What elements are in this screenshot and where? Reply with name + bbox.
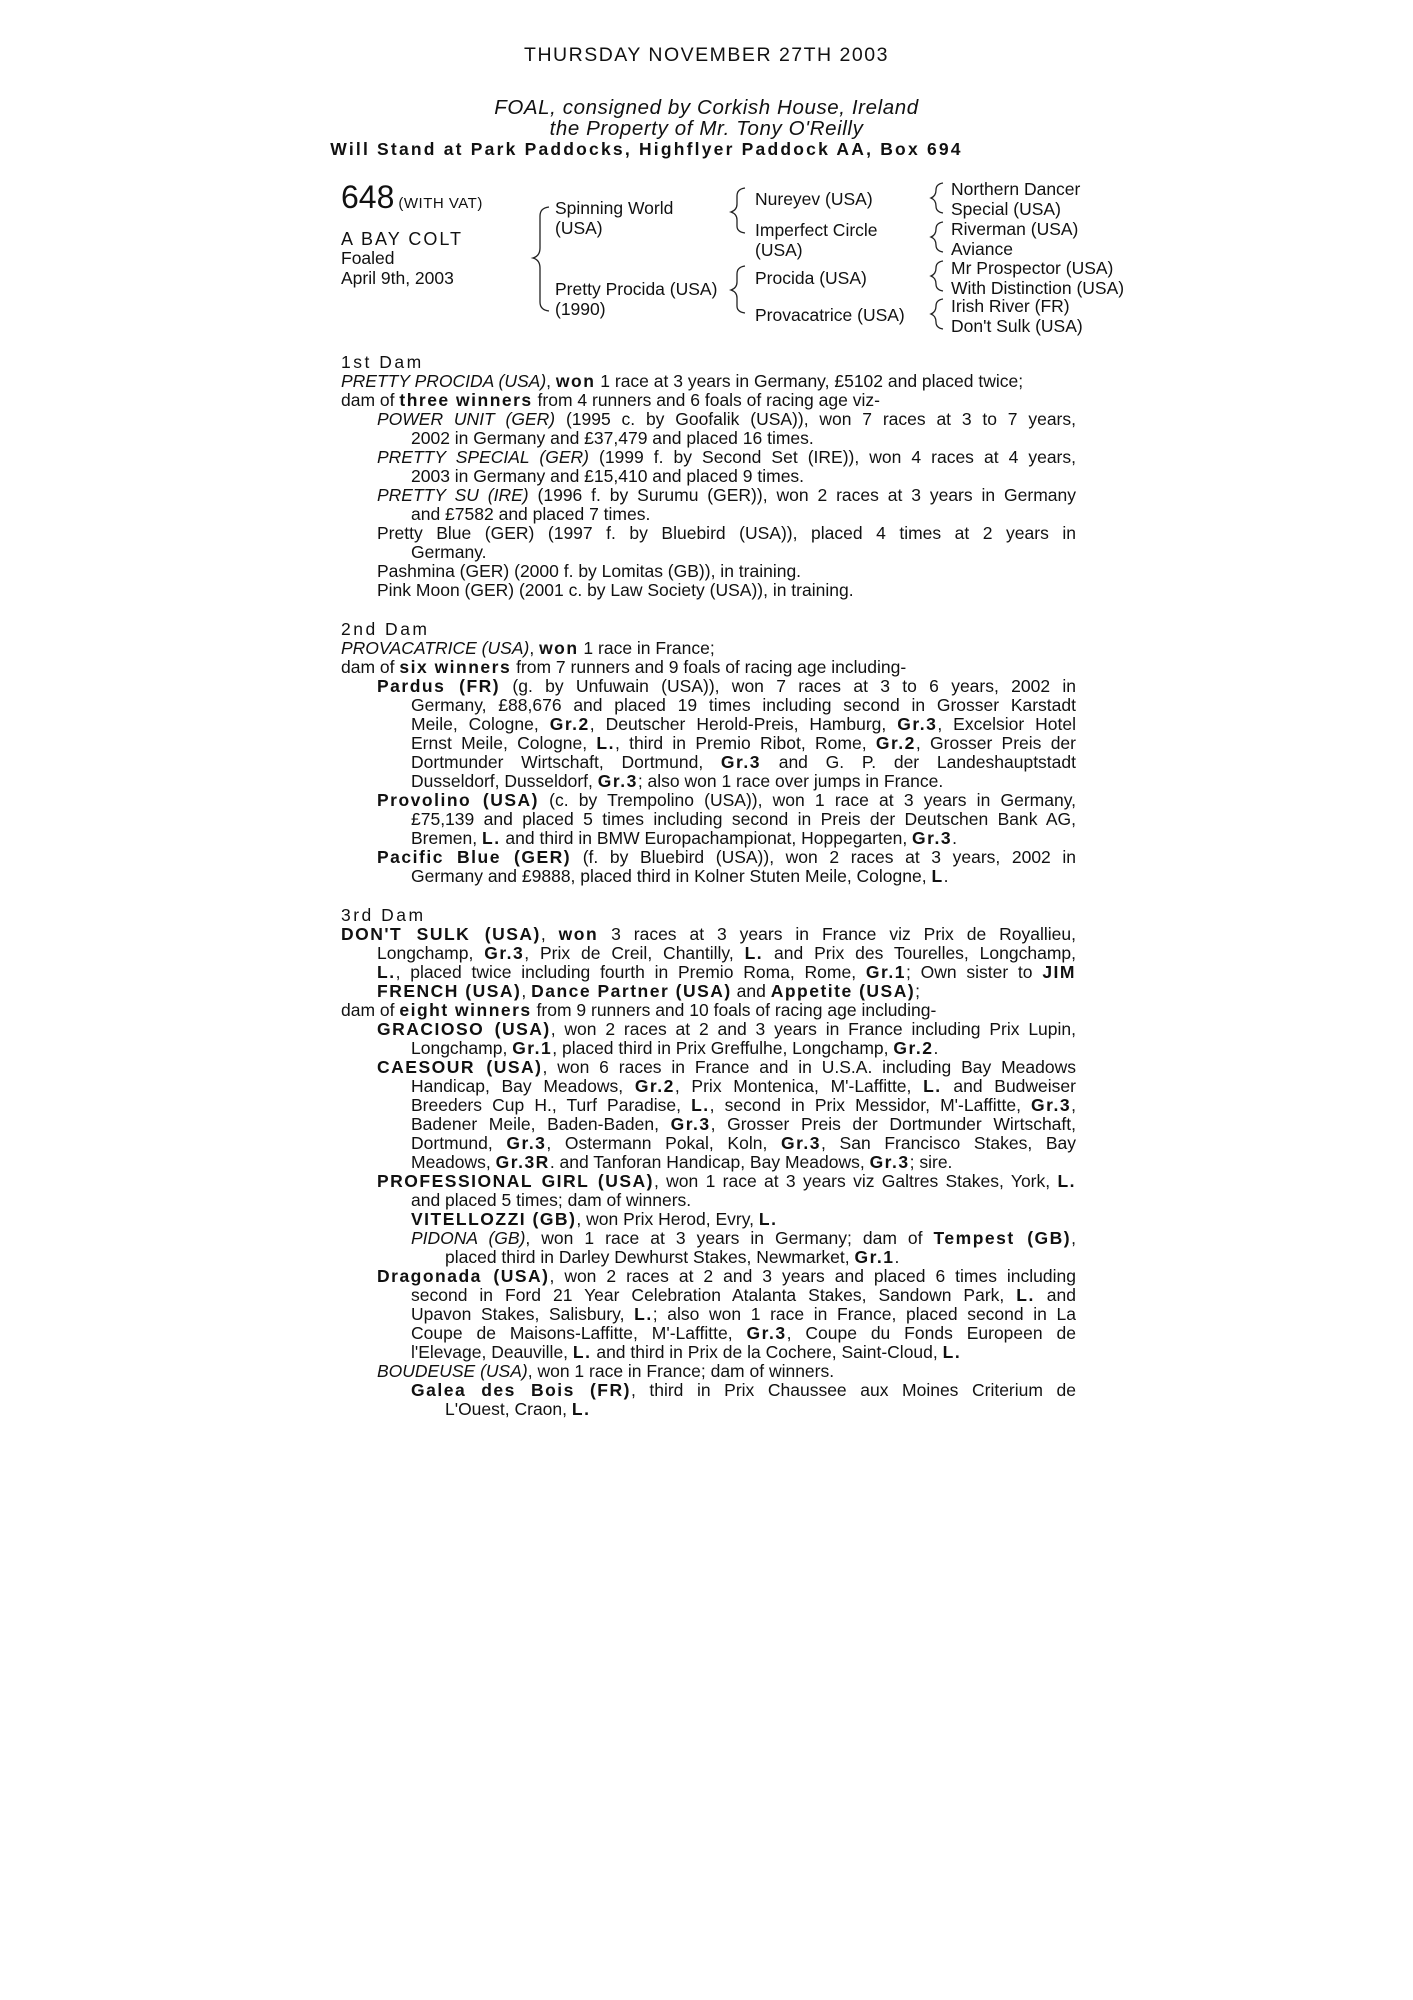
dam-summary-cont: L., placed twice including fourth in Premio Roma, Rome, Gr.1; Own sister to JIM: [377, 962, 1077, 982]
section-heading: 3rd Dam: [341, 905, 426, 925]
produce-entry-cont: Handicap, Bay Meadows, Gr.2, Prix Montenica, M'-Laffitte, L. and Budweiser: [411, 1076, 1076, 1096]
pedigree-sire: [555, 199, 673, 238]
dam-summary-cont: FRENCH (USA), Dance Partner (USA) and Appetite (USA);: [377, 981, 921, 1001]
produce-entry-cont: Germany, £88,676 and placed 19 times including second in Grosser Karstadt: [411, 695, 1076, 715]
produce-entry: PRETTY SU (IRE) (1996 f. by Surumu (GER)), won 2 races at 3 years in Germany: [377, 485, 1076, 505]
sire-dam-name: Imperfect Circle: [755, 220, 878, 240]
grandproduce-entry-cont: placed third in Darley Dewhurst Stakes, Newmarket, Gr.1.: [445, 1247, 900, 1267]
produce-entry: Dragonada (USA), won 2 races at 2 and 3 years and placed 6 times including: [377, 1266, 1076, 1286]
produce-entry-cont: Bremen, L. and third in BMW Europachampionat, Hoppegarten, Gr.3.: [411, 828, 957, 848]
produce-entry-cont: Dortmunder Wirtschaft, Dortmund, Gr.3 and G. P. der Landeshauptstadt: [411, 752, 1077, 772]
section-heading: 1st Dam: [341, 352, 424, 372]
g1-dam: Special (USA): [951, 198, 1061, 219]
produce-entry-cont: Badener Meile, Baden-Baden, Gr.3, Grosser Preis der Dortmunder Wirtschaft,: [411, 1114, 1076, 1134]
produce-entry: Pretty Blue (GER) (1997 f. by Bluebird (USA)), placed 4 times at 2 years in: [377, 523, 1076, 543]
grandproduce-entry-cont: L'Ouest, Craon, L.: [445, 1399, 591, 1419]
g2-dam: Aviance: [951, 238, 1013, 259]
pedigree-dam-sire: Procida (USA): [755, 268, 867, 288]
g1-sire: Northern Dancer: [951, 179, 1081, 199]
sire-dam-bracket: [533, 207, 549, 311]
produce-entry-cont: Germany.: [411, 542, 487, 562]
produce-entry-cont: Ernst Meile, Cologne, L., third in Premio Ribot, Rome, Gr.2, Grosser Preis der: [411, 733, 1076, 753]
sire-line-bracket: [731, 188, 745, 233]
produce-entry-cont: Meile, Cologne, Gr.2, Deutscher Herold-Preis, Hamburg, Gr.3, Excelsior Hotel: [411, 714, 1076, 734]
produce-entry-cont: Meadows, Gr.3R. and Tanforan Handicap, Bay Meadows, Gr.3; sire.: [411, 1152, 953, 1172]
produce-entry-cont: Germany and £9888, placed third in Kolner Stuten Meile, Cologne, L.: [411, 866, 949, 886]
first-dam-section: [341, 353, 1076, 600]
produce-entry: Pacific Blue (GER) (f. by Bluebird (USA)), won 2 races at 3 years, 2002 in: [377, 847, 1077, 867]
produce-entry-cont: l'Elevage, Deauville, L. and third in Prix de la Cochere, Saint-Cloud, L.: [411, 1342, 962, 1362]
produce-entry: Pardus (FR) (g. by Unfuwain (USA)), won 7 races at 3 to 6 years, 2002 in: [377, 676, 1076, 696]
foaled-label: Foaled: [341, 248, 395, 268]
produce-entry-cont: Breeders Cup H., Turf Paradise, L., second in Prix Messidor, M'-Laffitte, Gr.3,: [411, 1095, 1076, 1115]
produce-entry: GRACIOSO (USA), won 2 races at 2 and 3 years in France including Prix Lupin,: [377, 1019, 1076, 1039]
produce-entry-cont: 2002 in Germany and £37,479 and placed 16 times.: [411, 428, 814, 448]
foaled-date: April 9th, 2003: [341, 268, 454, 288]
g3-sire: Mr Prospector (USA): [951, 258, 1114, 278]
third-dam-section: [341, 906, 1076, 1419]
sale-date: THURSDAY NOVEMBER 27TH 2003: [524, 44, 889, 66]
pedigree-g2: [951, 220, 1078, 259]
g2-sire: Riverman (USA): [951, 219, 1079, 239]
pedigree-dam: [555, 280, 717, 319]
pedigree-g4: [951, 297, 1083, 336]
produce-entry: CAESOUR (USA), won 6 races in France and in U.S.A. including Bay Meadows: [377, 1057, 1077, 1077]
pedigree-g1: [951, 180, 1080, 219]
lot-description: A BAY COLT: [341, 229, 464, 249]
produce-entry: BOUDEUSE (USA), won 1 race in France; dam of winners.: [377, 1361, 835, 1381]
pedigree-dam-dam: Provacatrice (USA): [755, 305, 905, 325]
grandproduce-entry: Galea des Bois (FR), third in Prix Chaussee aux Moines Criterium de: [411, 1380, 1076, 1400]
produce-entry: Provolino (USA) (c. by Trempolino (USA)), won 1 race at 3 years in Germany,: [377, 790, 1077, 810]
consignor-line: FOAL, consigned by Corkish House, Ireland: [494, 96, 919, 119]
dam-name: Pretty Procida (USA): [555, 279, 718, 299]
produce-summary: dam of six winners from 7 runners and 9 foals of racing age including-: [341, 657, 907, 677]
dam-year: (1990): [555, 298, 606, 319]
dam-summary: PROVACATRICE (USA), won 1 race in France;: [341, 638, 715, 658]
sire-country: (USA): [555, 217, 603, 238]
produce-entry: Pashmina (GER) (2000 f. by Lomitas (GB)), in training.: [377, 561, 802, 581]
property-line: the Property of Mr. Tony O'Reilly: [549, 117, 864, 140]
dam-summary: PRETTY PROCIDA (USA), won 1 race at 3 years in Germany, £5102 and placed twice;: [341, 371, 1024, 391]
produce-entry-cont: and £7582 and placed 7 times.: [411, 504, 651, 524]
vat-note: (WITH VAT): [398, 195, 483, 212]
pedigree-sire-sire: Nureyev (USA): [755, 189, 873, 209]
sire-name: Spinning World: [555, 198, 674, 218]
produce-entry-cont: Upavon Stakes, Salisbury, L.; also won 1 race in France, placed second in La: [411, 1304, 1076, 1324]
produce-entry-cont: Dusseldorf, Dusseldorf, Gr.3; also won 1 race over jumps in France.: [411, 771, 944, 791]
produce-entry-cont: Longchamp, Gr.1, placed third in Prix Greffulhe, Longchamp, Gr.2.: [411, 1038, 939, 1058]
g4-dam: Don't Sulk (USA): [951, 315, 1083, 336]
produce-entry: PROFESSIONAL GIRL (USA), won 1 race at 3 years viz Galtres Stakes, York, L.: [377, 1171, 1076, 1191]
pedigree-g3: [951, 259, 1124, 298]
dam-summary: DON'T SULK (USA), won 3 races at 3 years in France viz Prix de Royallieu,: [341, 924, 1076, 944]
pedigree-sire-dam: [755, 221, 878, 260]
g2-bracket: [931, 222, 943, 252]
produce-summary: dam of eight winners from 9 runners and 10 foals of racing age including-: [341, 1000, 937, 1020]
produce-entry-cont: Coupe de Maisons-Laffitte, M'-Laffitte, Gr.3, Coupe du Fonds Europeen de: [411, 1323, 1076, 1343]
produce-entry-cont: second in Ford 21 Year Celebration Atalanta Stakes, Sandown Park, L. and: [411, 1285, 1077, 1305]
produce-summary: dam of three winners from 4 runners and 6 foals of racing age viz-: [341, 390, 880, 410]
g1-bracket: [931, 183, 943, 213]
grandproduce-entry: PIDONA (GB), won 1 race at 3 years in Germany; dam of Tempest (GB),: [411, 1228, 1076, 1248]
grandproduce-entry: VITELLOZZI (GB), won Prix Herod, Evry, L.: [411, 1209, 778, 1229]
produce-entry: Pink Moon (GER) (2001 c. by Law Society (USA)), in training.: [377, 580, 854, 600]
produce-entry-cont: and placed 5 times; dam of winners.: [411, 1190, 692, 1210]
g3-dam: With Distinction (USA): [951, 277, 1125, 298]
lot-number-value: 648: [341, 179, 395, 215]
g4-bracket: [931, 299, 943, 329]
produce-entry: PRETTY SPECIAL (GER) (1999 f. by Second Set (IRE)), won 4 races at 4 years,: [377, 447, 1076, 467]
produce-entry-cont: Dortmund, Gr.3, Ostermann Pokal, Koln, Gr.3, San Francisco Stakes, Bay: [411, 1133, 1076, 1153]
g3-bracket: [931, 261, 943, 291]
stand-location: Will Stand at Park Paddocks, Highflyer Paddock AA, Box 694: [330, 139, 963, 159]
section-heading: 2nd Dam: [341, 619, 430, 639]
g4-sire: Irish River (FR): [951, 296, 1070, 316]
dam-line-bracket: [731, 266, 745, 313]
produce-entry-cont: 2003 in Germany and £15,410 and placed 9 times.: [411, 466, 805, 486]
dam-summary-cont: Longchamp, Gr.3, Prix de Creil, Chantilly, L. and Prix des Tourelles, Longchamp,: [377, 943, 1076, 963]
produce-entry-cont: £75,139 and placed 5 times including second in Preis der Deutschen Bank AG,: [411, 809, 1076, 829]
second-dam-section: [341, 620, 1076, 886]
sire-dam-country: (USA): [755, 239, 803, 260]
produce-entry: POWER UNIT (GER) (1995 c. by Goofalik (USA)), won 7 races at 3 to 7 years,: [377, 409, 1076, 429]
